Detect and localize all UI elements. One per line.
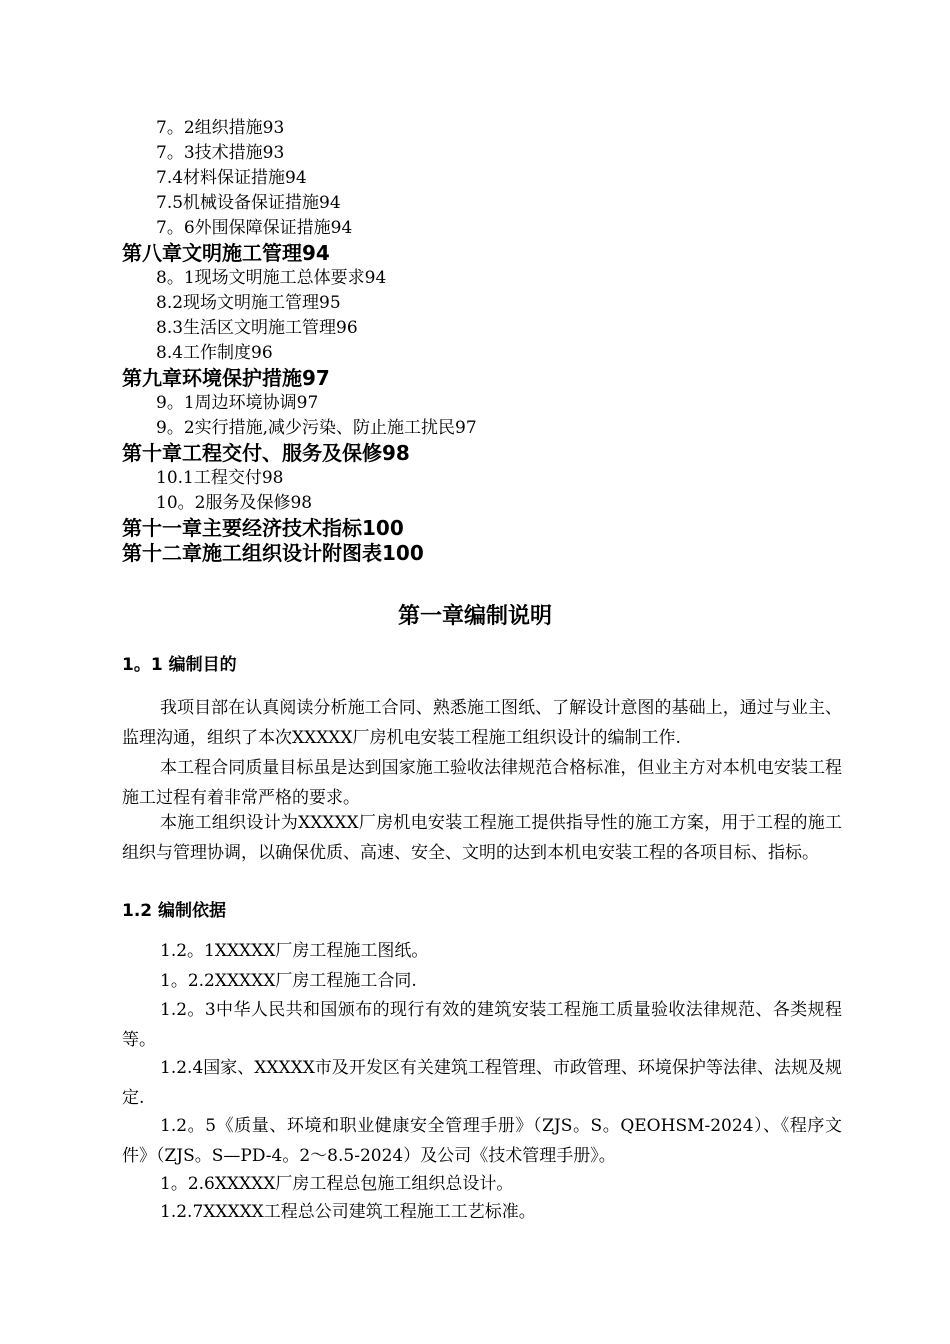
toc-chapter-entry[interactable]: 第九章环境保护措施97: [122, 366, 330, 390]
paragraph: 本工程合同质量目标虽是达到国家施工验收法律规范合格标准，但业主方对本机电安装工程施工过程有着非常严格的要求。: [122, 758, 842, 808]
toc-entry[interactable]: 7。3技术措施93: [156, 143, 285, 163]
toc-entry[interactable]: 7.5机械设备保证措施94: [156, 193, 341, 213]
toc-entry[interactable]: 8.4工作制度96: [156, 343, 273, 363]
section-heading: 1。1 编制目的: [122, 655, 237, 675]
table-of-contents: [122, 116, 842, 566]
toc-entry[interactable]: 7。2组织措施93: [156, 118, 285, 138]
toc-entry[interactable]: 9。1周边环境协调97: [156, 393, 319, 413]
paragraph: 我项目部在认真阅读分析施工合同、熟悉施工图纸、了解设计意图的基础上，通过与业主、监理沟通，组织了本次XXXXX厂房机电安装工程施工组织设计的编制工作.: [122, 698, 842, 748]
toc-entry[interactable]: 8.2现场文明施工管理95: [156, 293, 341, 313]
paragraph: 本施工组织设计为XXXXX厂房机电安装工程施工提供指导性的施工方案，用于工程的施工组织与管理协调，以确保优质、高速、安全、文明的达到本机电安装工程的各项目标、指标。: [122, 813, 842, 863]
toc-chapter-entry[interactable]: 第十一章主要经济技术指标100: [122, 516, 404, 540]
paragraph: 1.2。3中华人民共和国颁布的现行有效的建筑安装工程施工质量验收法律规范、各类规程等。: [122, 1000, 842, 1050]
paragraph: 1。2.2XXXXX厂房工程施工合同.: [160, 971, 417, 991]
toc-chapter-entry[interactable]: 第十二章施工组织设计附图表100: [122, 541, 424, 565]
toc-entry[interactable]: 10。2服务及保修98: [156, 493, 313, 513]
paragraph: 1.2.7XXXXX工程总公司建筑工程施工工艺标准。: [160, 1202, 536, 1222]
toc-entry[interactable]: 8。1现场文明施工总体要求94: [156, 268, 387, 288]
toc-chapter-entry[interactable]: 第八章文明施工管理94: [122, 241, 330, 265]
paragraph: 1.2.4国家、XXXXX市及开发区有关建筑工程管理、市政管理、环境保护等法律、法规及规定.: [122, 1058, 842, 1108]
toc-entry[interactable]: 10.1工程交付98: [156, 468, 284, 488]
section-heading: 1.2 编制依据: [122, 901, 227, 921]
toc-entry[interactable]: 8.3生活区文明施工管理96: [156, 318, 358, 338]
toc-entry[interactable]: 7。6外围保障保证措施94: [156, 218, 353, 238]
toc-entry[interactable]: 7.4材料保证措施94: [156, 168, 307, 188]
paragraph: 1。2.6XXXXX厂房工程总包施工组织总设计。: [160, 1174, 514, 1194]
chapter-title: 第一章编制说明: [397, 604, 552, 629]
paragraph: 1.2。5《质量、环境和职业健康安全管理手册》（ZJS。S。QEOHSM-2024）、《程序文件》（ZJS。S—PD-4。2～8.5-2024）及公司《技术管理手册》。: [122, 1116, 842, 1166]
toc-entry[interactable]: 9。2实行措施,减少污染、防止施工扰民97: [156, 418, 477, 438]
toc-chapter-entry[interactable]: 第十章工程交付、服务及保修98: [122, 441, 410, 465]
paragraph: 1.2。1XXXXX厂房工程施工图纸。: [160, 941, 429, 961]
